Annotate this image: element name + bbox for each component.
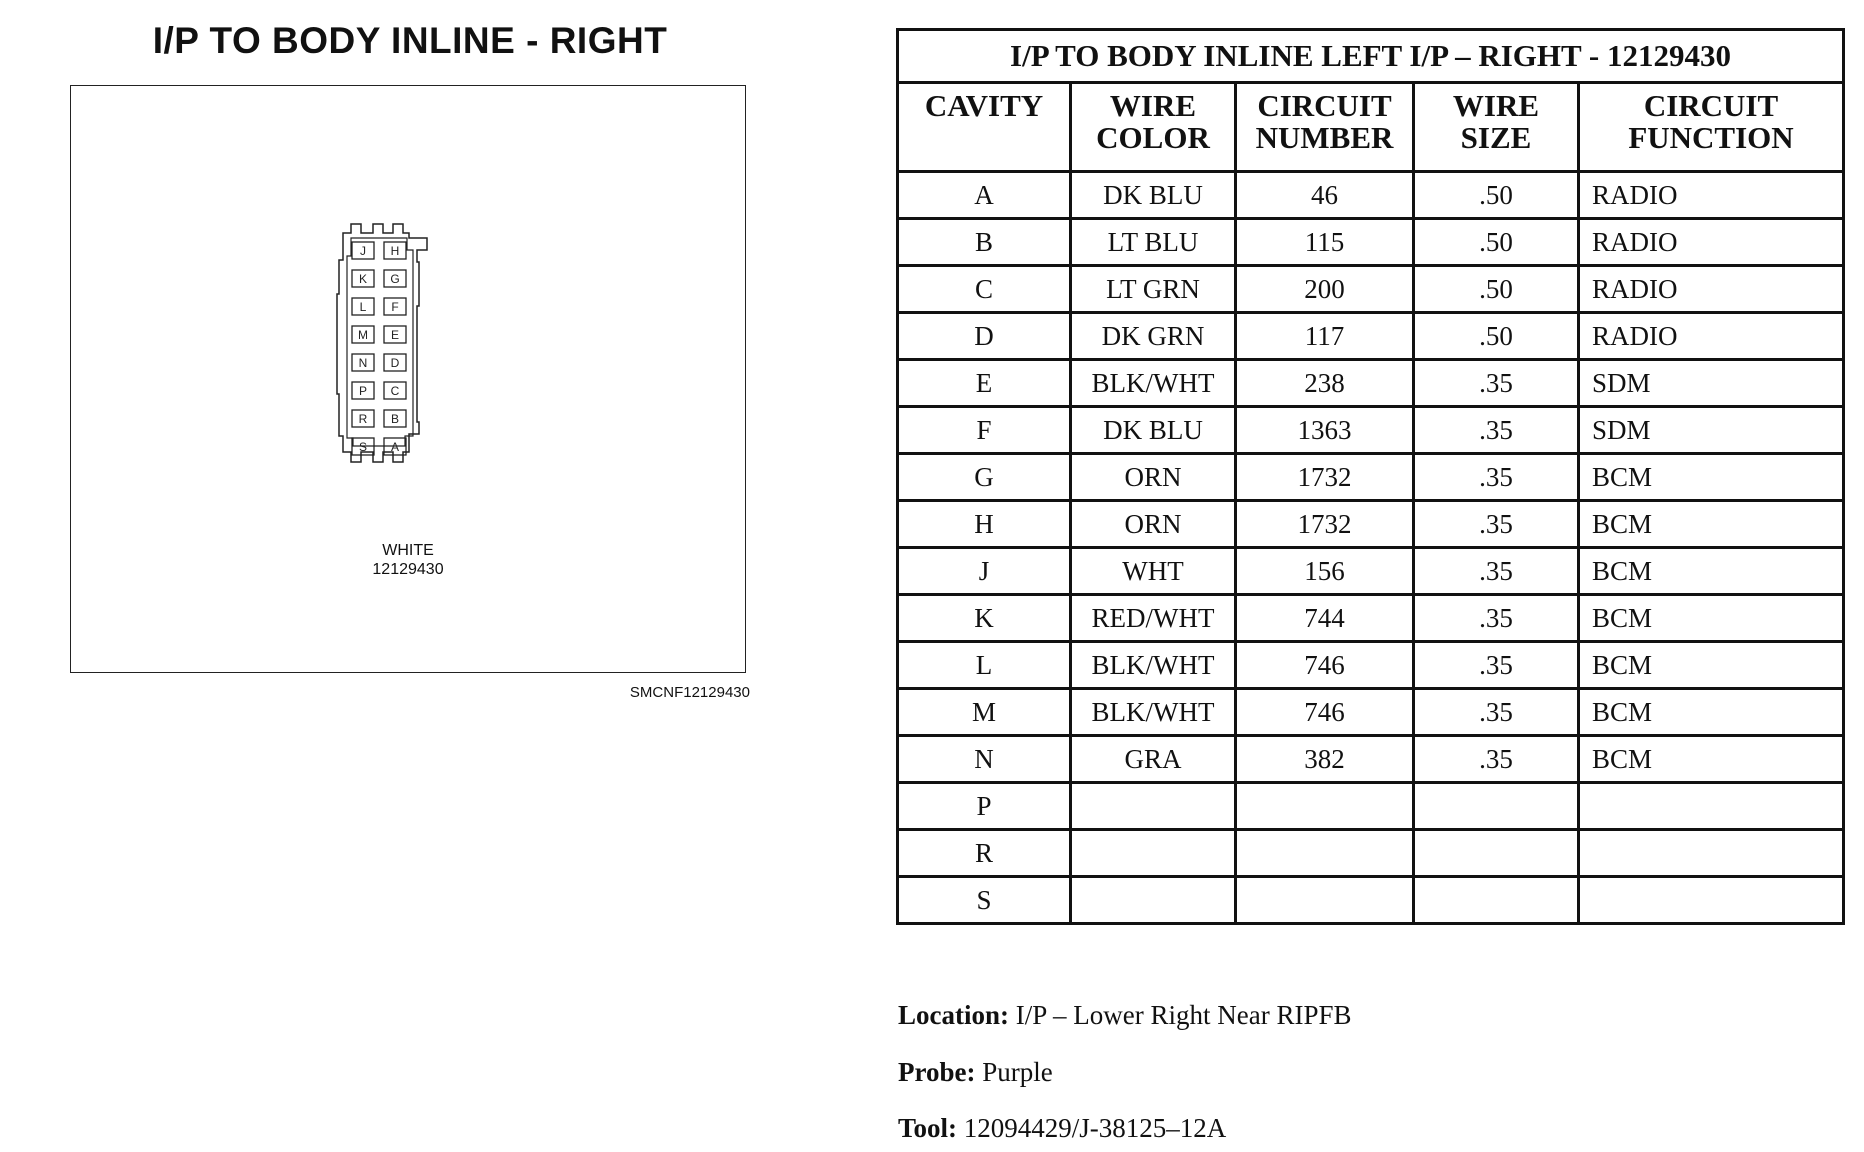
- cell-cavity: A: [898, 172, 1071, 219]
- cell-wire-size: .50: [1414, 266, 1579, 313]
- cell-wire-size: [1414, 830, 1579, 877]
- table-row: [898, 454, 1844, 501]
- cell-wire-size: .35: [1414, 454, 1579, 501]
- cavity-label-left: P: [358, 384, 368, 398]
- cell-cavity: H: [898, 501, 1071, 548]
- cell-circuit-number: 200: [1236, 266, 1414, 313]
- header-circuit-number: CIRCUIT NUMBER: [1236, 83, 1414, 172]
- cell-wire-size: .50: [1414, 219, 1579, 266]
- table-title-row: [898, 30, 1844, 83]
- cell-wire-color: [1071, 830, 1236, 877]
- table-row: [898, 407, 1844, 454]
- table-row: [898, 172, 1844, 219]
- cell-cavity: B: [898, 219, 1071, 266]
- tool-label: Tool:: [898, 1113, 958, 1143]
- cavity-label-right: E: [390, 328, 400, 342]
- header-wire-color: WIRE COLOR: [1071, 83, 1236, 172]
- cell-wire-size: .35: [1414, 548, 1579, 595]
- cell-wire-size: .35: [1414, 689, 1579, 736]
- cell-wire-size: [1414, 783, 1579, 830]
- cell-cavity: J: [898, 548, 1071, 595]
- cell-wire-size: .35: [1414, 407, 1579, 454]
- cell-circuit-number: 46: [1236, 172, 1414, 219]
- cell-wire-size: .35: [1414, 595, 1579, 642]
- cell-wire-color: GRA: [1071, 736, 1236, 783]
- cell-circuit-number: 117: [1236, 313, 1414, 360]
- cell-circuit-function: BCM: [1579, 642, 1844, 689]
- cell-wire-size: [1414, 877, 1579, 924]
- cavity-label-left: M: [358, 328, 368, 342]
- table-row: [898, 736, 1844, 783]
- cavity-label-left: R: [358, 412, 368, 426]
- cell-circuit-function: RADIO: [1579, 313, 1844, 360]
- cavity-label-right: A: [390, 440, 400, 454]
- cavity-label-right: B: [390, 412, 400, 426]
- table-row: [898, 830, 1844, 877]
- cell-circuit-number: 115: [1236, 219, 1414, 266]
- cavity-label-right: C: [390, 384, 400, 398]
- table-row: [898, 689, 1844, 736]
- cell-circuit-number: 238: [1236, 360, 1414, 407]
- cell-circuit-number: 746: [1236, 689, 1414, 736]
- cell-wire-color: ORN: [1071, 501, 1236, 548]
- table-row: [898, 642, 1844, 689]
- pinout-table: [896, 28, 1845, 925]
- figure-title: I/P TO BODY INLINE - RIGHT: [152, 20, 668, 61]
- location-value: I/P – Lower Right Near RIPFB: [1015, 1000, 1352, 1030]
- cell-circuit-function: BCM: [1579, 501, 1844, 548]
- table-row: [898, 266, 1844, 313]
- cell-wire-size: .35: [1414, 360, 1579, 407]
- cell-cavity: P: [898, 783, 1071, 830]
- table-body: [898, 172, 1844, 924]
- cell-wire-size: .35: [1414, 736, 1579, 783]
- cell-circuit-function: [1579, 830, 1844, 877]
- cavity-label-right: D: [390, 356, 400, 370]
- cavity-label-right: G: [390, 272, 400, 286]
- cell-circuit-function: SDM: [1579, 360, 1844, 407]
- cavity-label-left: L: [359, 300, 367, 314]
- header-cavity: CAVITY: [898, 83, 1071, 172]
- cavity-label-left: K: [358, 272, 368, 286]
- cell-wire-color: WHT: [1071, 548, 1236, 595]
- cell-circuit-number: [1236, 877, 1414, 924]
- cell-wire-size: .50: [1414, 172, 1579, 219]
- cell-wire-color: BLK/WHT: [1071, 642, 1236, 689]
- cell-circuit-number: [1236, 830, 1414, 877]
- table-header-row: [898, 83, 1844, 172]
- cell-wire-color: DK GRN: [1071, 313, 1236, 360]
- cell-circuit-function: BCM: [1579, 548, 1844, 595]
- cell-wire-size: .35: [1414, 501, 1579, 548]
- cell-wire-color: DK BLU: [1071, 172, 1236, 219]
- tool-value: 12094429/J-38125–12A: [963, 1113, 1227, 1143]
- table-row: [898, 783, 1844, 830]
- connector-figure-frame: [70, 85, 746, 673]
- cavity-label-right: F: [391, 300, 399, 314]
- cell-circuit-function: RADIO: [1579, 219, 1844, 266]
- cell-wire-color: LT GRN: [1071, 266, 1236, 313]
- cell-circuit-number: 156: [1236, 548, 1414, 595]
- cavity-label-left: N: [358, 356, 368, 370]
- cavity-label-right: H: [390, 244, 400, 258]
- table-title: I/P TO BODY INLINE LEFT I/P – RIGHT - 12129430: [898, 30, 1844, 83]
- cell-cavity: M: [898, 689, 1071, 736]
- cell-circuit-function: BCM: [1579, 736, 1844, 783]
- header-wire-size: WIRE SIZE: [1414, 83, 1579, 172]
- cell-cavity: R: [898, 830, 1071, 877]
- cell-cavity: S: [898, 877, 1071, 924]
- cell-circuit-number: 1732: [1236, 454, 1414, 501]
- table-row: [898, 219, 1844, 266]
- connector-color: WHITE: [382, 542, 434, 559]
- cell-wire-color: DK BLU: [1071, 407, 1236, 454]
- cell-circuit-number: 1732: [1236, 501, 1414, 548]
- table-row: [898, 877, 1844, 924]
- probe-line: [898, 1057, 1053, 1088]
- cell-cavity: C: [898, 266, 1071, 313]
- table-row: [898, 548, 1844, 595]
- cell-wire-color: [1071, 877, 1236, 924]
- cell-circuit-number: 746: [1236, 642, 1414, 689]
- drawing-code: SMCNF12129430: [629, 684, 750, 701]
- location-line: [898, 1000, 1351, 1031]
- probe-label: Probe:: [898, 1057, 976, 1087]
- table-row: [898, 595, 1844, 642]
- cell-circuit-function: [1579, 783, 1844, 830]
- cavity-label-left: S: [358, 440, 368, 454]
- cell-circuit-function: RADIO: [1579, 266, 1844, 313]
- cell-wire-size: .50: [1414, 313, 1579, 360]
- connector-part-number: 12129430: [372, 561, 444, 578]
- cell-circuit-function: SDM: [1579, 407, 1844, 454]
- cavity-label-left: J: [360, 244, 366, 258]
- cell-circuit-number: 744: [1236, 595, 1414, 642]
- cell-cavity: F: [898, 407, 1071, 454]
- cell-wire-size: .35: [1414, 642, 1579, 689]
- cell-circuit-number: 1363: [1236, 407, 1414, 454]
- cell-wire-color: RED/WHT: [1071, 595, 1236, 642]
- table-row: [898, 501, 1844, 548]
- cell-circuit-function: BCM: [1579, 595, 1844, 642]
- table-row: [898, 360, 1844, 407]
- cell-cavity: K: [898, 595, 1071, 642]
- cell-wire-color: LT BLU: [1071, 219, 1236, 266]
- connector-diagram: [321, 216, 481, 476]
- cell-circuit-function: BCM: [1579, 454, 1844, 501]
- cell-cavity: D: [898, 313, 1071, 360]
- cell-circuit-number: [1236, 783, 1414, 830]
- probe-value: Purple: [982, 1057, 1053, 1087]
- cell-wire-color: ORN: [1071, 454, 1236, 501]
- cell-wire-color: [1071, 783, 1236, 830]
- cell-cavity: N: [898, 736, 1071, 783]
- cell-cavity: G: [898, 454, 1071, 501]
- cell-circuit-function: [1579, 877, 1844, 924]
- tool-line: [898, 1113, 1226, 1144]
- location-label: Location:: [898, 1000, 1009, 1030]
- cell-wire-color: BLK/WHT: [1071, 689, 1236, 736]
- cell-circuit-function: BCM: [1579, 689, 1844, 736]
- cell-cavity: L: [898, 642, 1071, 689]
- table-row: [898, 313, 1844, 360]
- cell-circuit-function: RADIO: [1579, 172, 1844, 219]
- cell-circuit-number: 382: [1236, 736, 1414, 783]
- header-circuit-function: CIRCUIT FUNCTION: [1579, 83, 1844, 172]
- cell-cavity: E: [898, 360, 1071, 407]
- cell-wire-color: BLK/WHT: [1071, 360, 1236, 407]
